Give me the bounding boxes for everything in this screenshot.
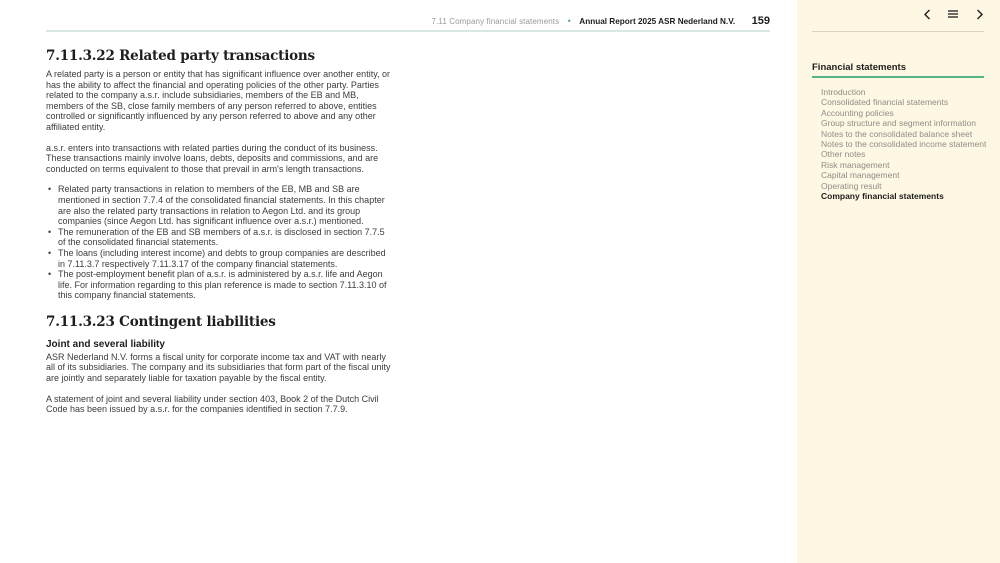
related-party-bullet-list [46, 184, 393, 301]
header-rule [46, 30, 770, 32]
sidebar-nav-list [821, 87, 991, 201]
section-contingent-liabilities [46, 314, 393, 415]
sidebar-title: Financial statements [812, 62, 906, 73]
sidebar-item-risk-management[interactable]: Risk management [821, 159, 890, 170]
paragraph: a.s.r. enters into transactions with related parties during the conduct of its business. These transactions mainly involve loans, debts, deposits and commissions, and are conducted on terms equivalent to those that prevail in arm's length transactions. [46, 142, 379, 174]
header-report-title: Annual Report 2025 ASR Nederland N.V. [579, 17, 736, 26]
subsection-heading-joint-and-several-liability: Joint and several liability [46, 338, 165, 350]
menu-icon[interactable] [946, 7, 960, 21]
header-section-label: 7.11 Company financial statements [431, 17, 560, 26]
paragraph: A related party is a person or entity that has significant influence over another entity, or has the ability to affect the financial and operating policies of the other party. Parties related to the company a.s.r. include subsidiaries, members of the EB and MB, members of the SB, close family members of any person referred to above, entities controlled or significantly influenced by any person referred to above and any other affiliated entity. [46, 69, 391, 132]
sidebar-item-other-notes[interactable]: Other notes [821, 149, 866, 160]
list-item: • The post-employment benefit plan of a.s.r. is administered by a.s.r. life and Aegon life. For information regarding to this plan reference is made to section 7.11.3.10 of this company financial statements. [46, 269, 393, 301]
navigation-sidebar [797, 0, 1000, 563]
paragraph: A statement of joint and several liability under section 403, Book 2 of the Dutch Civil Code has been issued by a.s.r. for the companies identified in section 7.7.9. [46, 393, 379, 415]
running-header [46, 11, 770, 29]
list-item: • Related party transactions in relation to members of the EB, MB and SB are mentioned in section 7.7.4 of the consolidated financial statements. In this chapter are also the related party transactions in relation to Aegon Ltd. and its group companies (since Aegon Ltd. has significant influence over a.s.r.) mentioned. [46, 184, 393, 226]
pager-controls [920, 7, 986, 21]
section-heading-contingent-liabilities: 7.11.3.23 Contingent liabilities [46, 313, 276, 330]
sidebar-item-operating-result[interactable]: Operating result [821, 180, 882, 191]
section-heading-related-party-transactions: 7.11.3.22 Related party transactions [46, 48, 315, 64]
sidebar-item-notes-income-statement[interactable]: Notes to the consolidated income statement [821, 139, 987, 150]
header-separator-dot: • [567, 16, 571, 26]
list-item: • The loans (including interest income) and debts to group companies are described in 7.11.3.7 respectively 7.11.3.17 of the company financial statements. [46, 248, 393, 269]
document-content [46, 48, 393, 425]
page-number: 159 [751, 15, 770, 27]
sidebar-item-company-financial-statements[interactable]: Company financial statements [821, 191, 944, 202]
paragraph: ASR Nederland N.V. forms a fiscal unity for corporate income tax and VAT with nearly all of its subsidiaries. The company and its subsidiaries that form part of the fiscal unity are jointly and separately liable for taxation payable by the fiscal entity. [46, 351, 391, 384]
sidebar-item-consolidated-financial-statements[interactable]: Consolidated financial statements [821, 97, 949, 108]
sidebar-item-accounting-policies[interactable]: Accounting policies [821, 107, 894, 118]
chevron-left-icon[interactable] [920, 7, 934, 21]
chevron-right-icon[interactable] [972, 7, 986, 21]
list-item: • The remuneration of the EB and SB members of a.s.r. is disclosed in section 7.7.5 of the consolidated financial statements. [46, 227, 393, 248]
sidebar-item-introduction[interactable]: Introduction [821, 87, 866, 97]
sidebar-accent-underline [812, 76, 984, 78]
sidebar-item-capital-management[interactable]: Capital management [821, 170, 900, 181]
sidebar-item-notes-balance-sheet[interactable]: Notes to the consolidated balance sheet [821, 128, 973, 139]
sidebar-divider [812, 31, 984, 32]
sidebar-item-group-structure[interactable]: Group structure and segment information [821, 118, 976, 129]
